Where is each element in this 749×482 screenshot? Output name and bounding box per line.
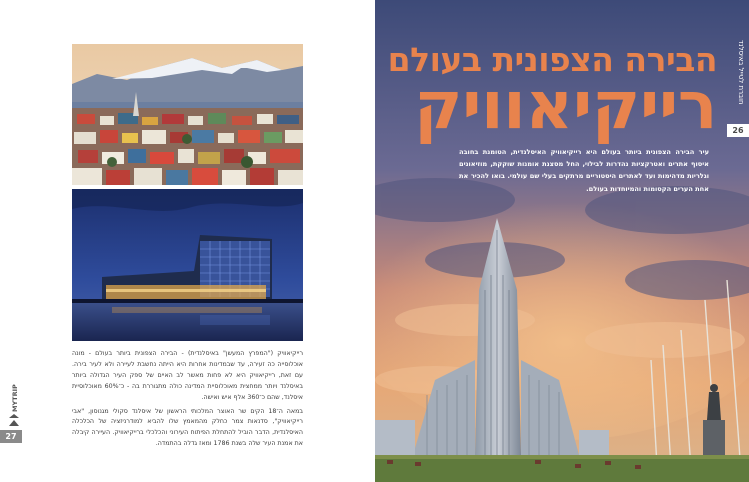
intro-paragraph: עיר הבירה הצפונית ביותר בעולם היא רייקיאוויק האיסלנדית, הטומנת בחובה איסוף אתרים ואטרקציות נהדרות לבילוי, החל מסצנת אומנות שוקקת, מוזיאונים וגלריות מדהימות ועד לאתרים היסטוריים מרתקים בעלי שם עולמי. בואו להכיר את אחת הערים הקסומות והמיוחדות בעולם. bbox=[459, 148, 709, 193]
title-subtitle: הבירה הצפונית בעולם bbox=[387, 40, 717, 79]
page-number-left: 27 bbox=[0, 430, 22, 443]
running-head: חוברת לטייל באיסלנד bbox=[737, 40, 745, 105]
reykjavik-city-photo bbox=[72, 44, 303, 185]
right-page bbox=[375, 0, 749, 482]
title-main: רייקיאוויק bbox=[413, 67, 717, 144]
harpa-concert-hall-photo bbox=[72, 189, 303, 341]
left-caption bbox=[72, 349, 303, 453]
caption-paragraph-1: רייקיאוויק ("המפרץ המעשן" באיסלנדית) - הבירה הצפונית ביותר בעולם - מונה אוכלוסייה כה זעירה, עד שבמדינות אחרות היא הייתה נחשבת לעיירה ולא לעיר בירה. עם זאת, רייקיאוויק היא לא פחות מאשר לב האיים של ספק העיר הגדולה ביותר באיסלנד ויותר ממחצית מאוכלוסיית המדינה כולה מתגוררת בה - כ־60% מאוכלוסיית איסלנד, שהם כ־360 אלף איש ואישה. bbox=[72, 350, 303, 401]
page-number-right: 26 bbox=[727, 124, 749, 137]
mytrip-logo-text: MYTRIP bbox=[11, 384, 19, 412]
caption-paragraph-2: במאה ה־18 הקים שר האוצר המלכותי הראשון של איסלנד סקולי מגנוסון, "אבי רייקיאוויק", סדנאות צמר כחלק מהמאמץ שלו להביא למודרניזציה של הכלכלה האיסלנדית, הדבר הוביל להתחלת הפיתוח העירוני והכלכלי ברייקיאוויק. העיירה קיבלה את אמנת העיר שלה בשנת 1786 ומאז גדלה בהתמדה. bbox=[72, 407, 303, 448]
mytrip-logo bbox=[5, 380, 23, 428]
